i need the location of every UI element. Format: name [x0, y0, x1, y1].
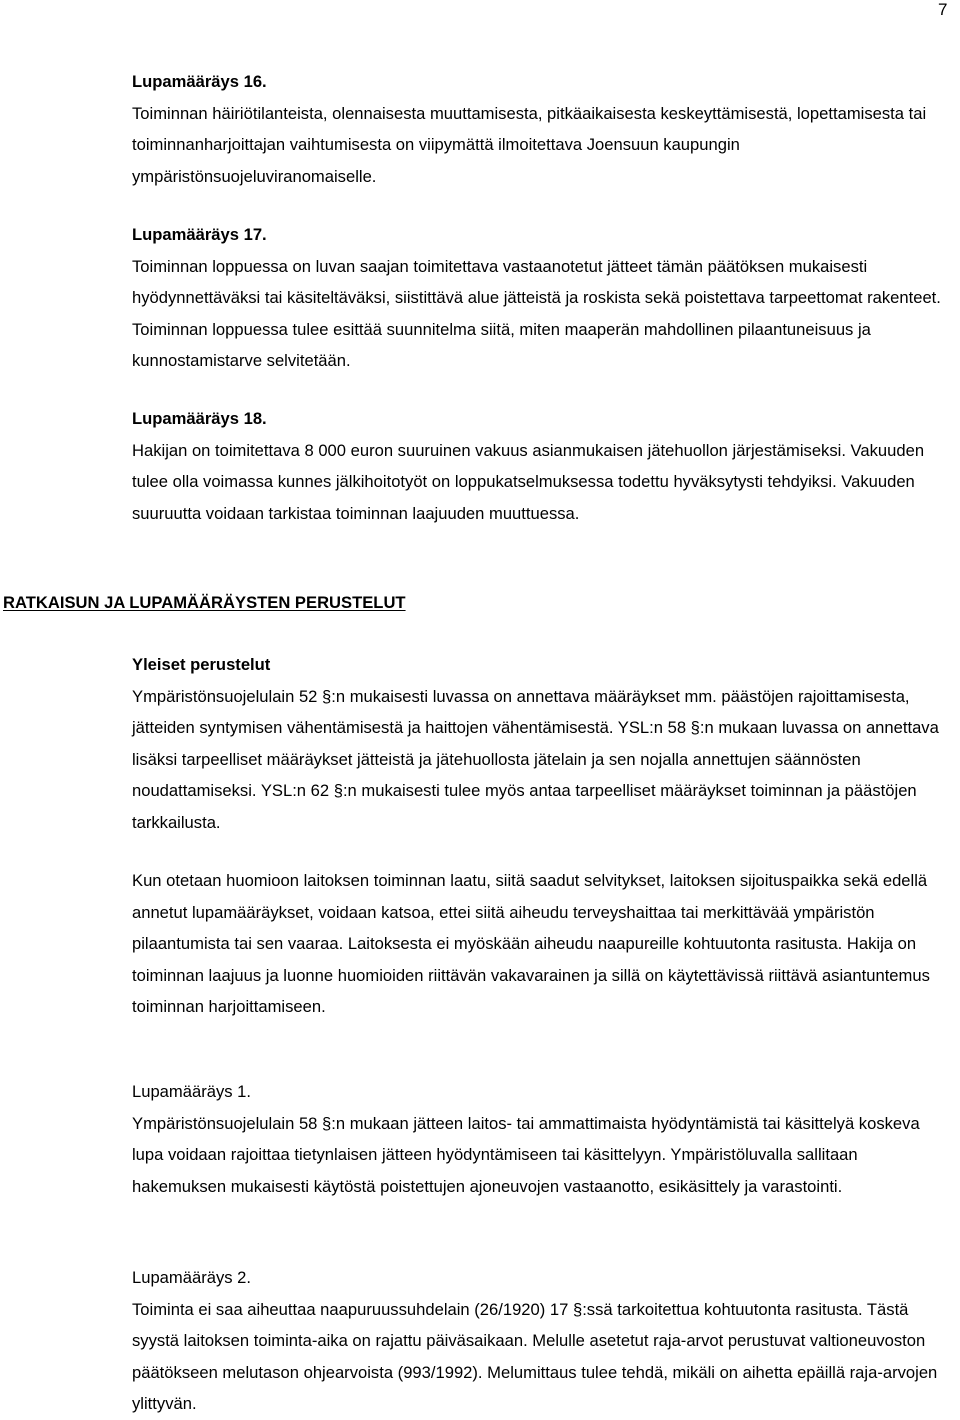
section-body: Toiminnan häiriötilanteista, olennaisesta muuttamisesta, pitkäaikaisesta keskeyttämisestä, lopettamisesta tai toiminnanharjoittajan vaihtumisesta on viipymättä ilmoitettava Joensuun kaupungin ympäristönsuojeluviranomaiselle. — [132, 103, 927, 186]
section-heading: Lupamääräys 18. — [132, 409, 267, 428]
general-rationale-section — [132, 649, 952, 838]
section-body: Hakijan on toimitettava 8 000 euron suuruinen vakuus asianmukaisen jätehuollon järjestämiseksi. Vakuuden tulee olla voimassa kunnes jälkihoitotyöt on loppukatselmuksessa todettu hyväksytysti tehdyiksi. Vakuuden suuruutta voidaan tarkistaa toiminnan laajuuden muuttuessa. — [132, 440, 925, 523]
rationale-body: Toiminta ei saa aiheuttaa naapuruussuhdelain (26/1920) 17 §:ssä tarkoitettua kohtuutonta rasitusta. Tästä syystä laitoksen toiminta-aika on rajattu päiväsaikaan. Melulle asetetut raja-arvot perustuvat valtioneuvoston päätökseen melutason ohjearvoista (993/1992). Melumittaus tulee tehdä, mikäli on aihetta epäillä raja-arvojen ylittyvän. — [132, 1299, 938, 1413]
section-heading: Lupamääräys 17. — [132, 225, 267, 244]
rationale-lupamaarays-1 — [132, 1076, 952, 1202]
section-lupamaarays-16 — [132, 66, 952, 192]
rationale-heading: Lupamääräys 2. — [132, 1268, 251, 1287]
section-lupamaarays-18 — [132, 403, 952, 529]
rationale-body: Ympäristönsuojelulain 58 §:n mukaan jätteen laitos- tai ammattimaista hyödyntämistä tai käsittelyä koskeva lupa voidaan rajoittaa tietynlaisen jätteen hyödyntämiseen tai käsittelyyn. Ympäristöluvalla sallitaan hakemuksen mukaisesti käytöstä poistettujen ajoneuvojen vastaanotto, esikäsittely ja varastointi. — [132, 1113, 920, 1196]
section-lupamaarays-17 — [132, 219, 952, 377]
section-body: Toiminnan loppuessa on luvan saajan toimitettava vastaanotetut jätteet tämän päätöksen mukaisesti hyödynnettäväksi tai käsiteltäväksi, siistittävä alue jätteistä ja roskista sekä poistettava tarpeettomat rakenteet. Toiminnan loppuessa tulee esittää suunnitelma siitä, miten maaperän mahdollinen pilaantuneisuus ja kunnostamistarve selvitetään. — [132, 256, 941, 370]
page-number: 7 — [938, 0, 948, 19]
general-paragraph-1: Ympäristönsuojelulain 52 §:n mukaisesti luvassa on annettava määräykset mm. päästöjen rajoittamisesta, jätteiden syntymisen vähentämisestä ja haittojen vähentämisestä. YSL:n 58 §:n mukaan luvassa on annettava lisäksi tarpeelliset määräykset jätteistä ja jätehuollosta jätelain ja sen nojalla annettujen säännösten noudattamiseksi. YSL:n 62 §:n mukaisesti tulee myös antaa tarpeelliset määräykset toiminnan ja päästöjen tarkkailusta. — [132, 686, 939, 832]
general-paragraph-2: Kun otetaan huomioon laitoksen toiminnan laatu, siitä saadut selvitykset, laitoksen sijoituspaikka sekä edellä annetut lupamääräykset, voidaan katsoa, ettei siitä aiheudu terveyshaittaa tai merkittävää ympäristön pilaantumista tai sen vaaraa. Laitoksesta ei myöskään aiheudu naapureille kohtuutonta rasitusta. Hakija on toiminnan laajuus ja luonne huomioiden riittävän vakavarainen ja sillä on käytettävissä riittävä asiantuntemus toiminnan harjoittamiseen. — [132, 871, 930, 1016]
general-heading: Yleiset perustelut — [132, 655, 271, 674]
section-heading: Lupamääräys 16. — [132, 72, 267, 91]
rationale-heading: Lupamääräys 1. — [132, 1082, 251, 1101]
general-rationale-paragraph-2 — [132, 865, 952, 1023]
main-heading: RATKAISUN JA LUPAMÄÄRÄYSTEN PERUSTELUT — [3, 593, 406, 612]
rationale-lupamaarays-2 — [132, 1262, 952, 1420]
